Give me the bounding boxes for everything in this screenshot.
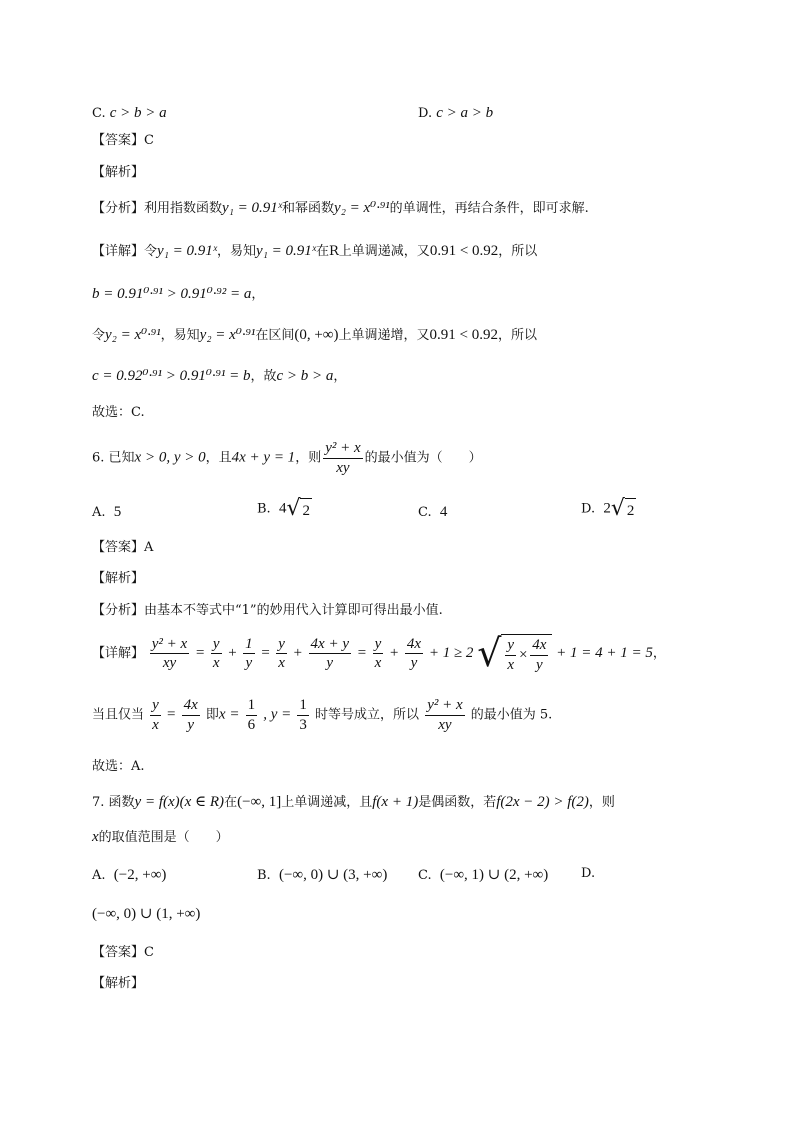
q6-choose: 故选：A. — [92, 759, 145, 774]
q6-option-c: C. 4 — [418, 504, 448, 520]
sqrt-sign: √ 2 — [610, 496, 635, 521]
q5-option-d: D. c > a > b — [418, 105, 494, 121]
q6-detail: 【详解】 $\frac{\text{y² + x}}{xy}$ = $\frac{y}{x}$ + $\frac{1}{y}$ = $\frac{y}{x}$ + $\frac{4x + y}{y}$ = $\frac{y}{x}$ + $\frac{4x}{y}$ + 1 ≥ 2 √ $\frac{y}{x}$ × $\frac{4x}{y}$ + 1 = 4 + 1 = 5， — [92, 631, 666, 675]
sqrt-sign: √ $\frac{y}{x}$ × $\frac{4x}{y}$ — [477, 634, 552, 673]
q6-stem: 6. 已知x > 0, y > 0，且4x + y = 1，则 $\frac{\text{y² + x}}{xy}$ 的最小值为（ ） — [92, 440, 482, 476]
q7-option-d: (−∞, 0) ∪ (1, +∞) — [92, 906, 201, 922]
q5-option-d-expr: c > a > b — [436, 105, 494, 121]
q5-line-b: b = 0.91⁰·⁹¹ > 0.91⁰·⁹² = a， — [92, 286, 265, 302]
q5-option-c: C. c > b > a — [92, 105, 167, 121]
q6-stem-fraction: $\frac{\text{y² + x}}{xy}$ — [325, 440, 361, 476]
q7-option-d-label: D. — [581, 866, 596, 881]
q6-option-d: D. 2 √ 2 — [581, 496, 635, 521]
q5-analysis-heading: 【解析】 — [92, 165, 145, 180]
q7-option-c: C. (−∞, 1) ∪ (2, +∞) — [418, 867, 549, 883]
q7-analysis-heading: 【解析】 — [92, 976, 145, 991]
q6-analysis-heading: 【解析】 — [92, 571, 145, 586]
q7-stem-cont: x的取值范围是（ ） — [92, 829, 229, 845]
q7-option-b: B. (−∞, 0) ∪ (3, +∞) — [257, 867, 388, 883]
q6-option-b: B. 4 √ 2 — [257, 496, 310, 521]
q7-stem: 7. 函数y = f(x)(x ∈ R)在(−∞, 1]上单调递减，且f(x + 1)是偶函数，若f(2x − 2) > f(2)，则 — [92, 794, 615, 810]
q7-option-a: A. (−2, +∞) — [92, 867, 167, 883]
q6-option-a: A. 5 — [92, 504, 122, 520]
q5-option-c-expr: c > b > a — [109, 105, 167, 121]
q6-equality: 当且仅当 $\frac{y}{x}$ = $\frac{4x}{y}$ 即x = $\frac{1}{6}$ , y = $\frac{1}{3}$ 时等号成立，所以 $\frac{\text{y² + x}}{xy}$ 的最小值为 5. — [92, 697, 553, 733]
q5-line-d: c = 0.92⁰·⁹¹ > 0.91⁰·⁹¹ = b，故c > b > a， — [92, 368, 347, 384]
q5-fenxi: 【分析】利用指数函数y₁ = 0.91ˣ和幂函数y₂ = x⁰·⁹¹的单调性，再结合条件，即可求解. — [92, 200, 589, 216]
q5-answer: 【答案】C — [92, 133, 154, 148]
q6-fenxi: 【分析】由基本不等式中“1”的妙用代入计算即可得出最小值. — [92, 603, 443, 618]
q5-choose: 故选：C. — [92, 405, 145, 420]
q5-detail: 【详解】令y₁ = 0.91ˣ，易知y₁ = 0.91ˣ在R上单调递减，又0.91 < 0.92，所以 — [92, 243, 538, 259]
q5-line-c: 令y₂ = x⁰·⁹¹，易知y₂ = x⁰·⁹¹在区间(0, +∞)上单调递增，又0.91 < 0.92，所以 — [92, 327, 537, 343]
q6-answer: 【答案】A — [92, 540, 154, 555]
q7-answer: 【答案】C — [92, 945, 154, 960]
sqrt-sign: √ 2 — [286, 496, 310, 521]
